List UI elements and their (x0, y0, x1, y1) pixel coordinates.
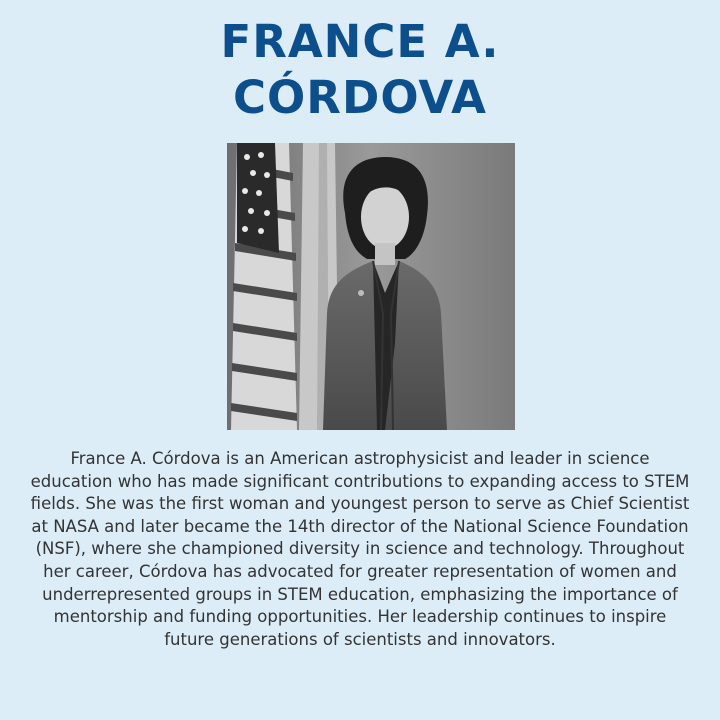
portrait-photo (227, 143, 515, 430)
face (361, 185, 409, 249)
title-line-2: CÓRDOVA (233, 71, 487, 124)
title-line-1: FRANCE A. (220, 15, 500, 68)
flag (231, 143, 297, 430)
bio-paragraph: France A. Córdova is an American astrophysicist and leader in science education who has made significant contributions to expanding access to STEM fields. She was the first woman and youngest person to serve as Chief Scientist at NASA and later became the 14th director of the National Science Foundation (NSF), where she championed diversity in science and technology. Throughout her career, Córdova has advocated for greater representation of women and underrepresented groups in STEM education, emphasizing the importance of mentorship and funding opportunities. Her leadership continues to inspire future generations of scientists and innovators. (30, 449, 690, 649)
portrait-illustration (227, 143, 515, 430)
page-title (0, 14, 720, 126)
